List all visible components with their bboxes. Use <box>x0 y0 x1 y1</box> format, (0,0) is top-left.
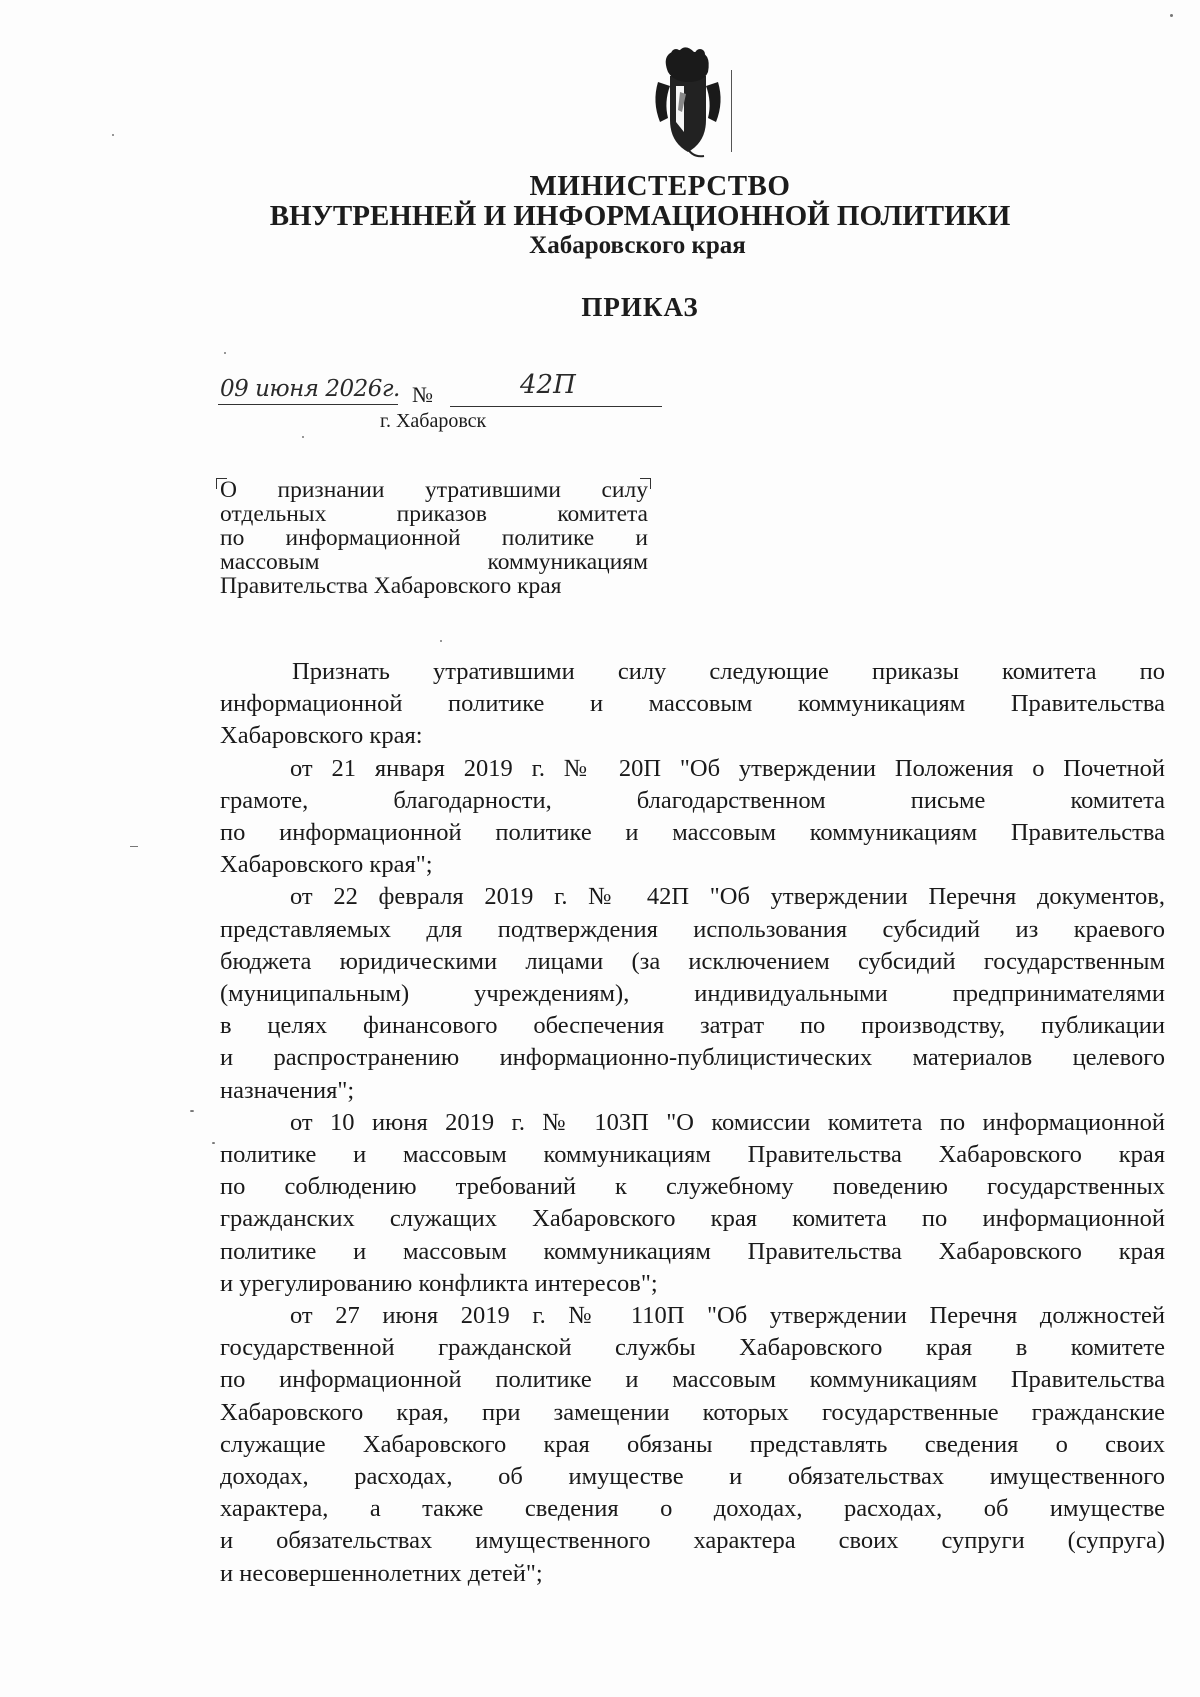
body-line: государственной гражданской службы Хабаровского края в комитете <box>220 1334 1165 1362</box>
subject-line: О признании утратившими силу <box>220 477 648 503</box>
body-line: грамоте, благодарности, благодарственном письме комитета <box>220 786 1165 814</box>
emblem-side-line <box>731 70 732 152</box>
body-line: по соблюдению требований к служебному поведению государственных <box>220 1173 1165 1201</box>
body-line: представляемых для подтверждения использования субсидий из краевого <box>220 915 1165 943</box>
body-line: Хабаровского края"; <box>220 851 433 879</box>
body-line: по информационной политике и массовым коммуникациям Правительства <box>220 1366 1165 1394</box>
order-date: 09 июня 2026г. <box>220 376 400 402</box>
body-line: от 27 июня 2019 г. № 110П "Об утверждении Перечня должностей <box>290 1302 1165 1330</box>
ministry-title: МИНИСТЕРСТВО <box>529 170 791 202</box>
subject-line: отдельных приказов комитета <box>220 501 648 527</box>
body-line: (муниципальным) учреждениям), индивидуальными предпринимателями <box>220 980 1165 1008</box>
body-line: характера, а также сведения о доходах, расходах, об имуществе <box>220 1495 1165 1523</box>
subject-line: массовым коммуникациям <box>220 549 648 575</box>
scan-speck <box>440 640 442 642</box>
ministry-subtitle: ВНУТРЕННЕЙ И ИНФОРМАЦИОННОЙ ПОЛИТИКИ <box>269 200 1011 232</box>
city-name: г. Хабаровск <box>380 410 487 432</box>
body-line: и несовершеннолетних детей"; <box>220 1559 543 1587</box>
body-line: от 21 января 2019 г. № 20П "Об утверждении Положения о Почетной <box>290 754 1165 782</box>
scan-speck <box>112 134 114 136</box>
body-line: бюджета юридическими лицами (за исключением субсидий государственным <box>220 947 1165 975</box>
body-line: политике и массовым коммуникациям Правительства Хабаровского края <box>220 1141 1165 1169</box>
number-underline <box>450 406 662 407</box>
body-line: и распространению информационно-публицистических материалов целевого <box>220 1044 1165 1072</box>
document-type: ПРИКАЗ <box>581 292 699 322</box>
body-line: в целях финансового обеспечения затрат по производству, публикации <box>220 1012 1165 1040</box>
body-line: от 10 июня 2019 г. № 103П "О комиссии комитета по информационной <box>290 1108 1165 1136</box>
body-line: информационной политике и массовым коммуникациям Правительства <box>220 690 1165 718</box>
subject-line: по информационной политике и <box>220 525 648 551</box>
subject-line: Правительства Хабаровского края <box>220 573 562 599</box>
body-line: и урегулированию конфликта интересов"; <box>220 1269 658 1297</box>
bear-coat-of-arms-icon <box>630 42 738 162</box>
body-line: Признать утратившими силу следующие приказы комитета по <box>292 658 1165 685</box>
body-line: Хабаровского края, при замещении которых государственные гражданские <box>220 1398 1165 1426</box>
scan-speck <box>302 436 304 438</box>
scan-speck <box>212 1142 215 1144</box>
body-line: и обязательствах имущественного характера своих супруги (супруга) <box>220 1527 1165 1555</box>
body-line: гражданских служащих Хабаровского края комитета по информационной <box>220 1205 1165 1233</box>
scan-speck <box>224 352 226 354</box>
body-line: по информационной политике и массовым коммуникациям Правительства <box>220 819 1165 847</box>
body-line: Хабаровского края: <box>220 722 423 750</box>
number-sign: № <box>412 382 433 407</box>
scan-speck <box>1170 14 1173 17</box>
body-line: от 22 февраля 2019 г. № 42П "Об утверждении Перечня документов, <box>290 883 1165 911</box>
scan-speck <box>130 846 138 847</box>
region-name: Хабаровского края <box>529 232 746 259</box>
body-line: служащие Хабаровского края обязаны представлять сведения о своих <box>220 1430 1165 1458</box>
order-number: 42П <box>520 370 576 400</box>
body-line: доходах, расходах, об имуществе и обязательствах имущественного <box>220 1463 1165 1491</box>
body-line: назначения"; <box>220 1076 355 1104</box>
order-subject <box>220 478 648 598</box>
scan-speck <box>190 1110 194 1112</box>
order-body <box>220 656 1165 1590</box>
body-line: политике и массовым коммуникациям Правительства Хабаровского края <box>220 1237 1165 1265</box>
date-underline <box>218 404 398 405</box>
